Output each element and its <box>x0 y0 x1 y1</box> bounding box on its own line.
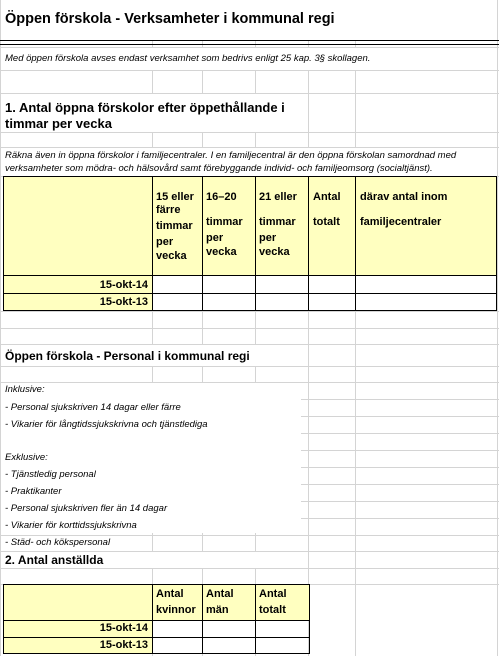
table1-input-cell[interactable] <box>152 293 203 311</box>
table2-row-label: 15-okt-13 <box>99 639 148 651</box>
table1-col4-header: Antal totalt <box>313 191 341 228</box>
table2-input-cell[interactable] <box>152 620 203 638</box>
section1-note-line1: Räkna även in öppna förskolor i familjecentraler. I en familjecentral är den öppna förskolan samordnad med <box>5 150 457 161</box>
inclusive-item: - Personal sjukskriven 14 dagar eller färre <box>5 402 181 413</box>
section1-note-line2: verksamheter som mödra- och hälsovård samt förebyggande individ- och familjeomsorg (socialtjänst). <box>5 163 433 174</box>
section1-heading-line1: 1. Antal öppna förskolor efter öppethållande i <box>5 100 285 115</box>
table1-col1-header: 15 eller färre timmar per vecka <box>156 191 194 262</box>
table2-col3-header: Antal totalt <box>259 588 287 616</box>
gridline <box>0 366 499 367</box>
gridline <box>497 0 498 656</box>
table1-input-cell[interactable] <box>308 275 356 294</box>
exclusive-item: - Personal sjukskriven fler än 14 dagar <box>5 503 168 514</box>
gridline <box>0 568 499 569</box>
table1-row-label: 15-okt-14 <box>99 279 148 291</box>
inclusive-item: - Vikarier för långtidssjukskrivna och tjänstlediga <box>5 419 208 430</box>
title-underline <box>0 40 499 45</box>
table2-col1-header: Antal kvinnor <box>156 588 196 616</box>
table1-col2-header: 16–20 timmar per vecka <box>206 191 243 258</box>
page-title: Öppen förskola - Verksamheter i kommunal regi <box>5 11 335 27</box>
table2-input-cell[interactable] <box>202 620 256 638</box>
section1-heading-line2: timmar per vecka <box>5 116 112 131</box>
exclusive-item: - Tjänstledig personal <box>5 469 96 480</box>
exclusive-item: - Städ- och kökspersonal <box>5 537 111 548</box>
table1-input-cell[interactable] <box>355 293 497 311</box>
table2-col2-header: Antal män <box>206 588 234 616</box>
exclusive-label: Exklusive: <box>5 452 48 463</box>
gridline <box>0 328 499 329</box>
exclusive-item: - Vikarier för korttidssjukskrivna <box>5 520 137 531</box>
gridline <box>0 70 499 71</box>
section2-title: Öppen förskola - Personal i kommunal regi <box>5 349 250 363</box>
table1-col3-header: 21 eller timmar per vecka <box>259 191 297 258</box>
table1-input-cell[interactable] <box>355 275 497 294</box>
table1-row-label: 15-okt-13 <box>99 296 148 308</box>
table1-input-cell[interactable] <box>308 293 356 311</box>
table1-input-cell[interactable] <box>255 275 309 294</box>
table2-input-cell[interactable] <box>152 637 203 654</box>
gridline <box>0 311 499 312</box>
table1-input-cell[interactable] <box>152 275 203 294</box>
table1-input-cell[interactable] <box>202 275 256 294</box>
gridline <box>308 0 309 656</box>
table1-input-cell[interactable] <box>202 293 256 311</box>
table2-input-cell[interactable] <box>255 620 310 638</box>
gridline <box>355 0 356 656</box>
gridline <box>0 132 499 133</box>
exclusive-item: - Praktikanter <box>5 486 62 497</box>
intro-note: Med öppen förskola avses endast verksamhet som bedrivs enligt 25 kap. 3§ skollagen. <box>5 53 371 64</box>
table2-input-cell[interactable] <box>202 637 256 654</box>
table2-row-label: 15-okt-14 <box>99 622 148 634</box>
inclusive-label: Inklusive: <box>5 384 45 395</box>
table1-input-cell[interactable] <box>255 293 309 311</box>
gridline <box>0 535 499 536</box>
table1-col5-header: därav antal inom familjecentraler <box>360 191 448 228</box>
section2-heading: 2. Antal anställda <box>5 553 104 567</box>
table2-input-cell[interactable] <box>255 637 310 654</box>
